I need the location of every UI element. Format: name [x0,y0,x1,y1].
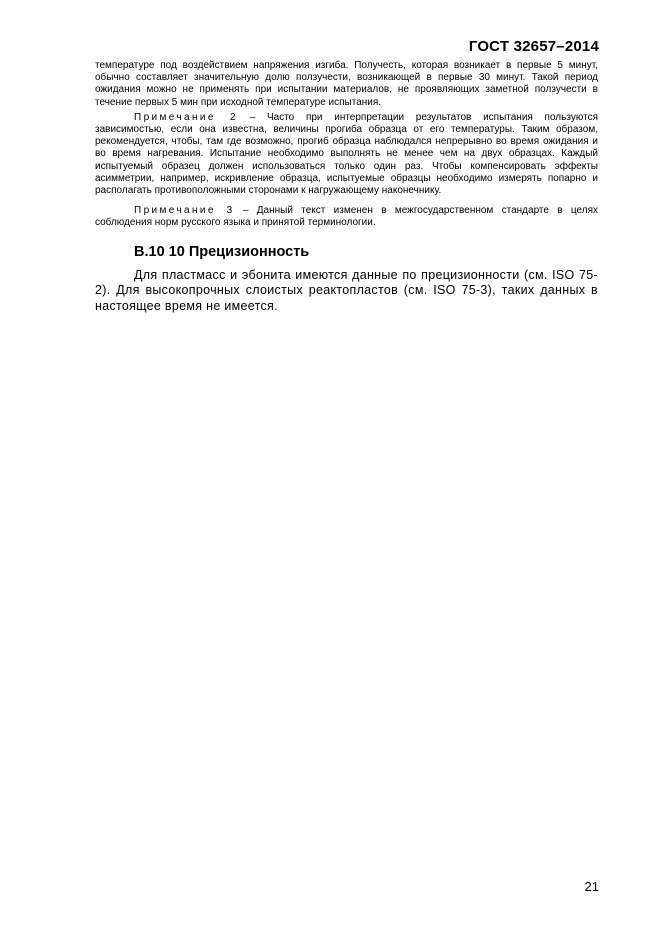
page-content [95,60,598,315]
document-code: ГОСТ 32657–2014 [468,38,599,55]
note-2 [95,112,598,197]
section-body-text: Для пластмасс и эбонита имеются данные по прецизионности (см. ISO 75-2). Для высокопрочных слоистых реактопластов (см. ISO 75-3), таких данных в настоящее время не имеется. [95,267,598,314]
note-2-label: Примечание 2 [134,111,238,123]
paragraph-continuation: температуре под воздействием напряжения изгиба. Получесть, которая возникает в первые 5 минут, обычно составляет значительную долю ползучести, возникающей в первые 30 минут. Такой период ожидания можно не применять при испытании материалов, не проявляющих заметной ползучести в течение первых 5 мин при исходной температуре испытания. [95,60,598,108]
note-3 [95,205,598,229]
note-2-text: – Часто при интерпретации результатов испытания пользуются зависимостью, если она известна, величины прогиба образца от его температуры. Таким образом, рекомендуется, чтобы, там где возможно, прогиб образца наблюдался непрерывно во время ожидания и во время нагревания. Испытание необходимо выполнять не менее чем на двух образцах. Каждый испытуемый образец должен использоваться только один раз. Чтобы компенсировать эффекты асимметрии, например, искривление образца, испытуемые образцы необходимо измерять попарно и располагать противоположными сторонами к нагружающему наконечнику. [95,111,598,197]
note-3-text: – Данный текст изменен в межгосударственном стандарте в целях соблюдения норм русского языка и принятой терминологии. [95,205,598,229]
page-number: 21 [584,879,599,894]
section-heading: В.10 10 Прецизионность [134,243,310,260]
note-3-label: Примечание 3 [134,205,235,217]
